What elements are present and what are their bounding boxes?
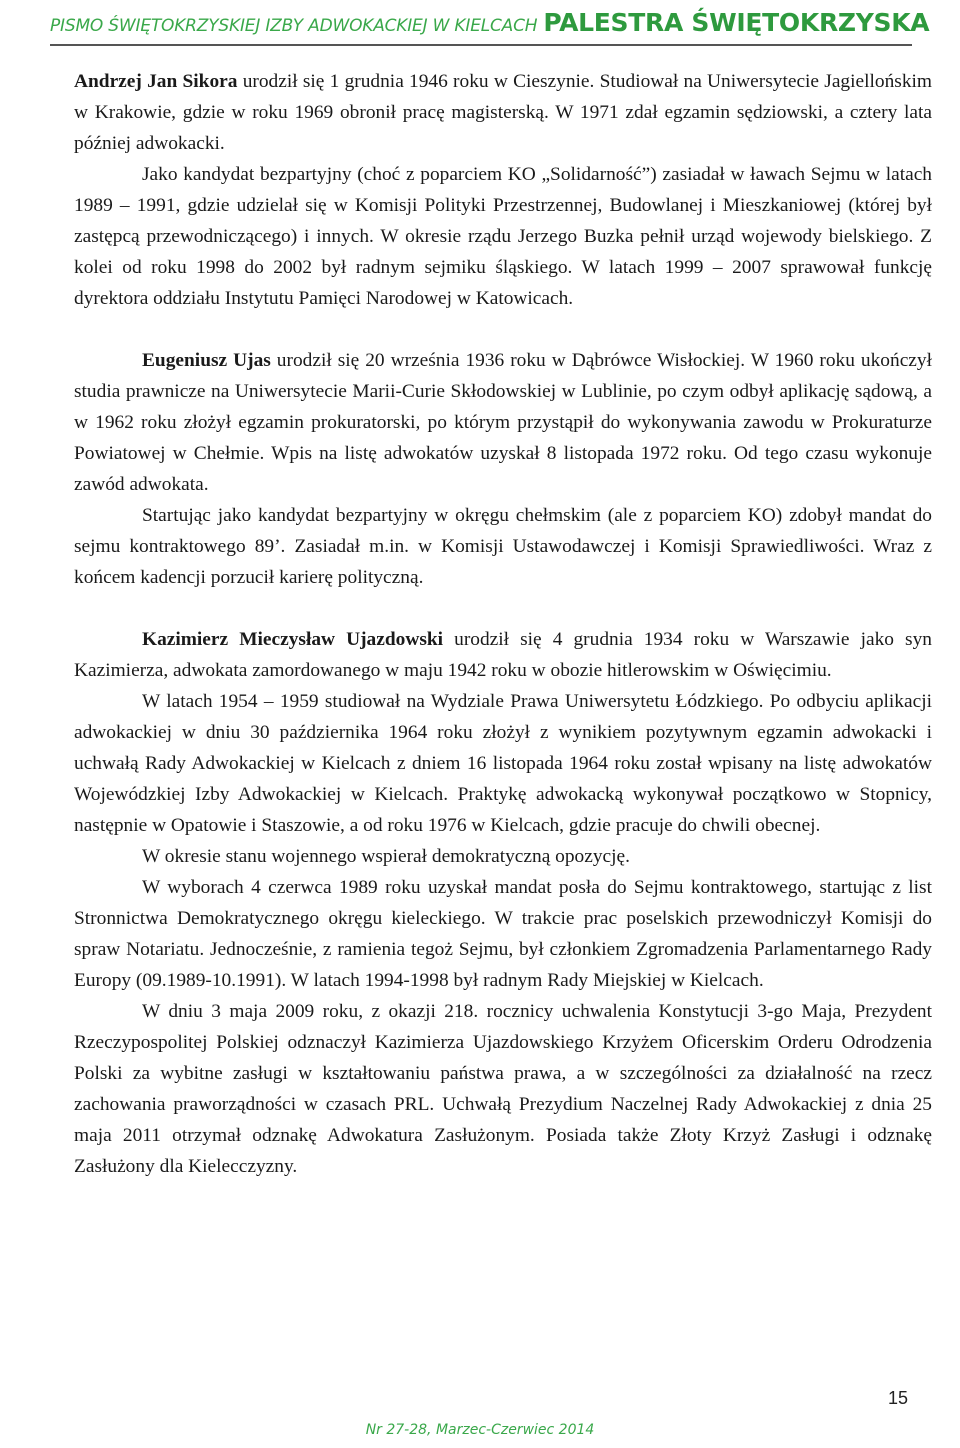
bio-paragraph: W dniu 3 maja 2009 roku, z okazji 218. rocznicy uchwalenia Konstytucji 3-go Maja, Prezydent Rzeczypospolitej Polskiej odznaczył Kazimierza Ujazdowskiego Krzyżem Oficerskim Orderu Odrodzenia Polski za wybitne zasługi w kształtowaniu państwa prawa, a w szczególności za działalność na rzecz zachowania praworządności w czasach PRL. Uchwałą Prezydium Naczelnej Rady Adwokackiej z dnia 25 maja 2011 otrzymał odznakę Adwokatura Zasłużonym. Posiada także Złoty Krzyż Zasługi i odznakę Zasłużony dla Kielecczyzny. <box>74 1001 932 1177</box>
bio-ujas-intro <box>74 345 932 500</box>
bio-text: urodził się 4 grudnia 1934 roku w Warszawie jako syn Kazimierza, adwokata zamordowanego w maju 1942 roku w obozie hitlerowskim w Oświęcimiu. <box>74 629 932 681</box>
bio-paragraph: W okresie stanu wojennego wspierał demokratyczną opozycję. <box>142 846 631 867</box>
publication-subtitle: PISMO ŚWIĘTOKRZYSKIEJ IZBY ADWOKACKIEJ W KIELCACH <box>50 16 538 36</box>
bio-sikora-intro <box>74 66 932 159</box>
page-header <box>0 0 960 48</box>
masthead <box>50 8 930 37</box>
bio-text: urodził się 20 września 1936 roku w Dąbrówce Wisłockiej. W 1960 roku ukończył studia prawnicze na Uniwersytecie Marii-Curie Skłodowskiej w Lublinie, po czym odbył aplikację sądową, a w 1962 roku złożył egzamin prokuratorski, po którym przystąpił do wykonywania zawodu w Prokuraturze Powiatowej w Chełmie. Wpis na listę adwokatów uzyskał 8 listopada 1972 roku. Od tego czasu wykonuje zawód adwokata. <box>74 350 932 495</box>
article-body <box>74 66 932 1182</box>
bio-paragraph: Jako kandydat bezpartyjny (choć z poparciem KO „Solidarność”) zasiadał w ławach Sejmu w latach 1989 – 1991, gdzie udzielał się w Komisji Polityki Przestrzennej, Budowlanej i Mieszkaniowej (której był zastępcą przewodniczącego) i innych. W okresie rządu Jerzego Buzka pełnił urząd wojewody bielskiego. Z kolei od roku 1998 do 2002 był radnym sejmiku śląskiego. W latach 1999 – 2007 sprawował funkcję dyrektora oddziału Instytutu Pamięci Narodowej w Katowicach. <box>74 164 932 309</box>
bio-paragraph: W wyborach 4 czerwca 1989 roku uzyskał mandat posła do Sejmu kontraktowego, startując z list Stronnictwa Demokratycznego okręgu kieleckiego. W trakcie prac poselskich przewodniczył Komisji do spraw Notariatu. Jednocześnie, z ramienia tegoż Sejmu, był członkiem Zgromadzenia Parlamentarnego Rady Europy (09.1989-10.1991). W latach 1994-1998 był radnym Rady Miejskiej w Kielcach. <box>74 877 932 991</box>
header-divider <box>50 44 912 46</box>
page-number: 15 <box>887 1388 908 1408</box>
person-name: Kazimierz Mieczysław Ujazdowski <box>142 629 444 650</box>
bio-ujazdowski-intro <box>74 624 932 686</box>
bio-text: urodził się 1 grudnia 1946 roku w Cieszynie. Studiował na Uniwersytecie Jagiellońskim w Krakowie, gdzie w roku 1969 obronił pracę magisterską. W 1971 zdał egzamin sędziowski, a cztery lata później adwokacki. <box>74 71 932 154</box>
publication-title: PALESTRA ŚWIĘTOKRZYSKA <box>543 8 930 37</box>
person-name: Andrzej Jan Sikora <box>74 71 238 92</box>
bio-paragraph: Startując jako kandydat bezpartyjny w okręgu chełmskim (ale z poparciem KO) zdobył mandat do sejmu kontraktowego 89’. Zasiadał m.in. w Komisji Ustawodawczej i Komisji Sprawiedliwości. Wraz z końcem kadencji porzucił karierę polityczną. <box>74 505 932 588</box>
issue-footer: Nr 27-28, Marzec-Czerwiec 2014 <box>365 1422 595 1438</box>
bio-paragraph: W latach 1954 – 1959 studiował na Wydziale Prawa Uniwersytetu Łódzkiego. Po odbyciu aplikacji adwokackiej w dniu 30 października 1964 roku złożył z wynikiem pozytywnym egzamin adwokacki i uchwałą Rady Adwokackiej w Kielcach z dniem 16 listopada 1964 roku został wpisany na listę adwokatów Wojewódzkiej Izby Adwokackiej w Kielcach. Praktykę adwokacką wykonywał początkowo w Stopnicy, następnie w Opatowie i Staszowie, a od roku 1976 w Kielcach, gdzie pracuje do chwili obecnej. <box>74 691 932 836</box>
person-name: Eugeniusz Ujas <box>142 350 271 371</box>
